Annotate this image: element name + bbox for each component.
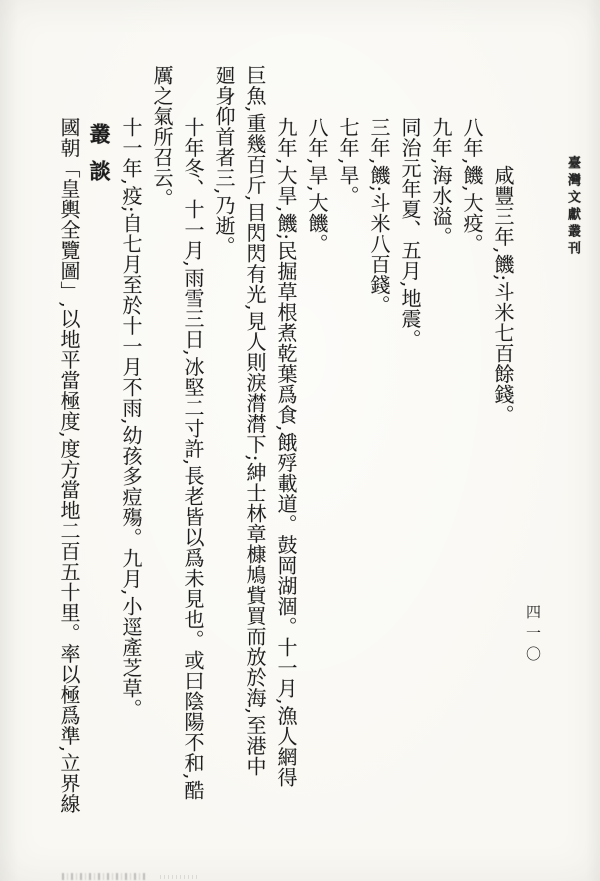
text-column: 十年冬、十一月,雨雪三日,冰堅二寸許,長老皆以爲未見也。或曰陰陽不和,酷 [181, 117, 205, 801]
section-heading: 叢談 [87, 123, 112, 197]
text-column: 七年,旱。 [336, 117, 360, 206]
text-column: 國朝「皇輿全覽圖」,以地平當極度,度方當地二百五十里。率以極爲準,立界線 [57, 117, 81, 815]
scan-noise-artifact [62, 873, 148, 880]
text-column: 八年,旱,大饑。 [305, 117, 329, 254]
text-column: 三年,饑;斗米八百錢。 [367, 117, 391, 316]
text-column: 巨魚,重幾百斤,目閃閃有光,見人則淚潸潸下;紳士林章槺鳩貲買而放於海,至港中 [243, 65, 267, 777]
text-column: 咸豐三年,饑;斗米七百餘錢。 [491, 165, 515, 426]
scan-noise-artifact [160, 875, 200, 879]
page-number: 四一〇 [524, 604, 542, 667]
text-column: 九年,海水溢。 [429, 117, 453, 247]
text-column: 九年,大旱,饑;民掘草根煮乾葉爲食,餓殍載道。鼓岡湖涸。十一月,漁人網得 [274, 117, 298, 788]
text-column: 同治元年夏、五月,地震。 [398, 117, 422, 350]
text-column: 厲之氣所召云。 [150, 65, 174, 209]
text-column: 十一年,疫;自七月至於十一月不雨,幼孩多痘殤。九月,小逕產芝草。 [119, 117, 143, 719]
body-text-block [52, 65, 518, 877]
text-column: 廻身仰首者三,乃逝。 [212, 65, 236, 257]
series-title: 臺灣文獻叢刊 [565, 156, 580, 258]
text-column: 八年,饑,大疫。 [460, 117, 484, 254]
